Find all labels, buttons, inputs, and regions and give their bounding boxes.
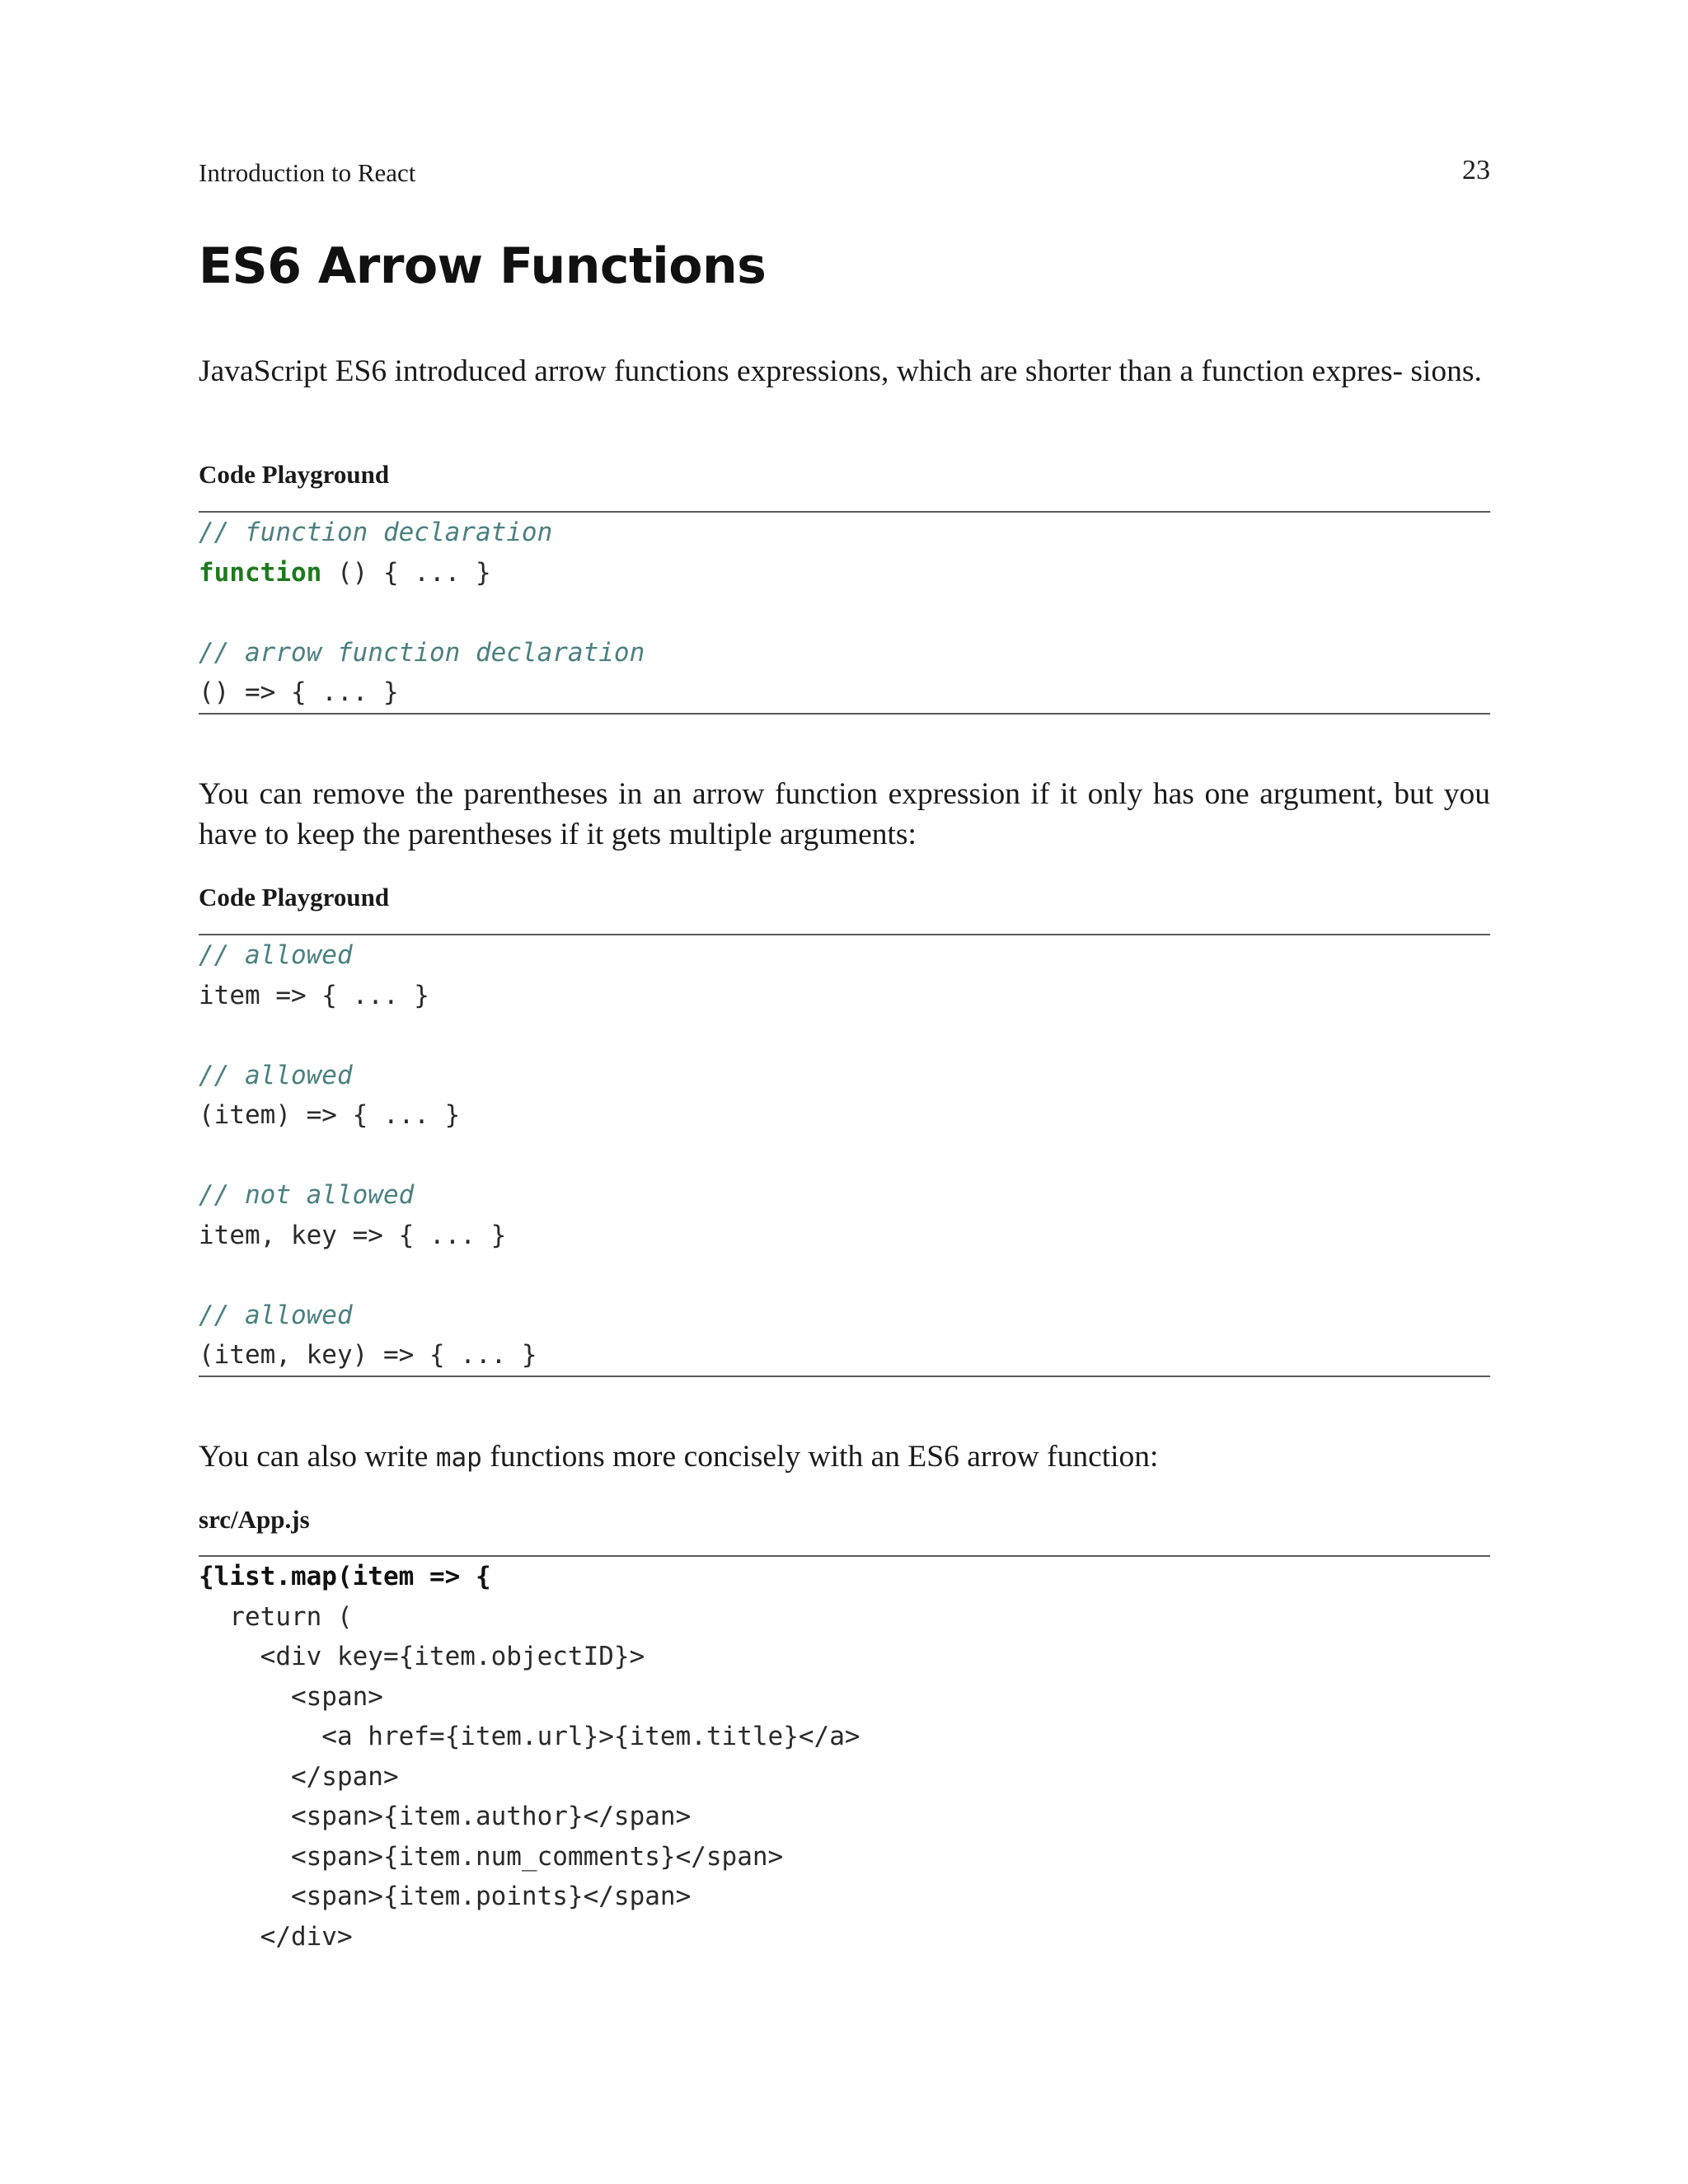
code-line: <span>{item.num_comments}</span> xyxy=(199,1841,784,1872)
code-line-blank xyxy=(199,1015,1490,1056)
inline-code-map: map xyxy=(435,1443,482,1473)
code-line-blank xyxy=(199,1255,1490,1296)
code-line: </div> xyxy=(199,1921,353,1952)
code-line: {list.map(item => { xyxy=(199,1562,491,1591)
code-line: // allowed xyxy=(199,1060,353,1090)
code-line: // allowed xyxy=(199,940,353,970)
code-block-3 xyxy=(199,1555,1490,1957)
running-header xyxy=(199,153,1490,194)
code-line: <span>{item.author}</span> xyxy=(199,1802,692,1831)
code-caption-1: Code Playground xyxy=(199,460,390,489)
code-line: item, key => { ... } xyxy=(199,1220,507,1250)
page-number: 23 xyxy=(1462,155,1490,185)
running-title: Introduction to React xyxy=(199,158,416,187)
code-line: // allowed xyxy=(199,1300,353,1330)
code-keyword: function xyxy=(199,557,322,588)
chapter-title: ES6 Arrow Functions xyxy=(199,237,767,295)
map-text-before: You can also write xyxy=(199,1440,436,1474)
code-line xyxy=(199,553,1490,593)
parentheses-paragraph: You can remove the parentheses in an arrow function expression if it only has one argument, but you have to keep the parentheses if it gets multiple arguments: xyxy=(199,777,1490,851)
map-text-after: functions more concisely with an ES6 arrow function: xyxy=(481,1440,1159,1474)
code-line: <div key={item.objectID}> xyxy=(199,1642,645,1671)
code-line: () => { ... } xyxy=(199,677,399,707)
code-caption-3: src/App.js xyxy=(199,1505,310,1534)
code-line: // function declaration xyxy=(199,518,553,547)
code-block-2 xyxy=(199,934,1490,1377)
code-line: (item) => { ... } xyxy=(199,1100,461,1130)
code-line: // arrow function declaration xyxy=(199,637,645,668)
code-line-blank xyxy=(199,1136,1490,1176)
code-line: // not allowed xyxy=(199,1180,415,1210)
code-line: (item, key) => { ... } xyxy=(199,1340,537,1370)
code-text: () { ... } xyxy=(321,557,491,588)
map-paragraph xyxy=(199,1436,1490,1479)
code-line-blank xyxy=(199,593,1490,633)
intro-paragraph: JavaScript ES6 introduced arrow functions expressions, which are shorter than a function expres- sions. xyxy=(199,354,1482,388)
code-line: <span> xyxy=(199,1681,383,1712)
code-line: <a href={item.url}>{item.title}</a> xyxy=(199,1722,860,1751)
code-caption-2: Code Playground xyxy=(199,883,390,912)
code-line: return ( xyxy=(199,1601,353,1632)
code-line: <span>{item.points}</span> xyxy=(199,1882,692,1911)
code-block-1 xyxy=(199,511,1490,715)
code-line: item => { ... } xyxy=(199,980,429,1010)
code-line: </span> xyxy=(199,1761,399,1792)
